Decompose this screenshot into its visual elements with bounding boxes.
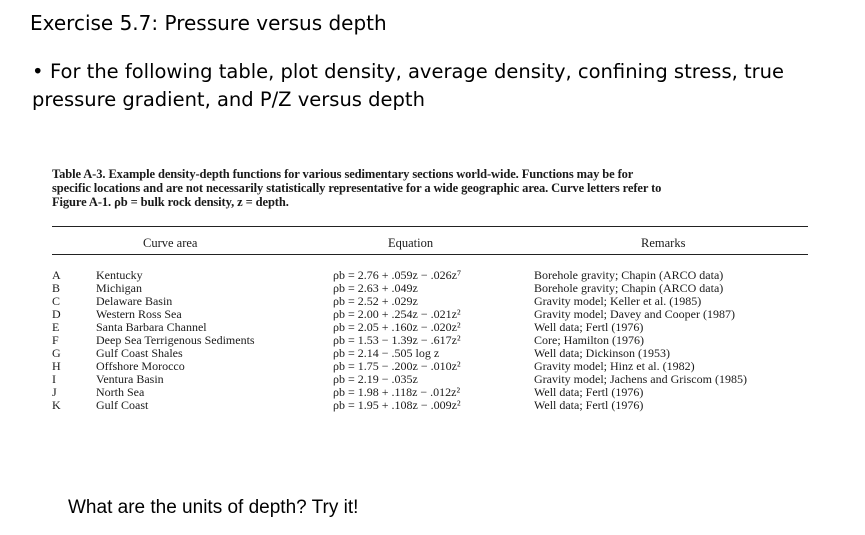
row-equation: ρb = 1.75 − .200z − .010z² bbox=[333, 359, 461, 373]
row-equation: ρb = 1.95 + .108z − .009z² bbox=[333, 398, 461, 412]
header-curve-area: Curve area bbox=[143, 236, 198, 250]
row-area: Western Ross Sea bbox=[96, 307, 182, 321]
row-equation: ρb = 2.19 − .035z bbox=[333, 372, 418, 386]
row-remarks: Gravity model; Keller et al. (1985) bbox=[534, 294, 702, 308]
row-remarks: Gravity model; Jachens and Griscom (1985) bbox=[534, 372, 747, 386]
density-table-image bbox=[48, 164, 810, 454]
row-area: Ventura Basin bbox=[96, 372, 164, 386]
slide-title: Exercise 5.7: Pressure versus depth bbox=[30, 11, 387, 35]
row-remarks: Gravity model; Davey and Cooper (1987) bbox=[534, 307, 735, 321]
row-equation: ρb = 2.63 + .049z bbox=[333, 281, 418, 295]
row-letter: C bbox=[52, 294, 61, 308]
row-area: Michigan bbox=[96, 281, 142, 295]
caption-line-3: Figure A-1. ρb = bulk rock density, z = depth. bbox=[52, 195, 289, 209]
header-equation: Equation bbox=[388, 236, 434, 250]
row-letter: H bbox=[52, 359, 61, 373]
row-equation: ρb = 2.05 + .160z − .020z² bbox=[333, 320, 461, 334]
bullet-line-2: pressure gradient, and P/Z versus depth bbox=[32, 88, 425, 111]
row-remarks: Well data; Fertl (1976) bbox=[534, 385, 644, 399]
row-area: Delaware Basin bbox=[96, 294, 173, 308]
row-area: Gulf Coast bbox=[96, 398, 149, 412]
row-remarks: Well data; Fertl (1976) bbox=[534, 320, 644, 334]
row-remarks: Borehole gravity; Chapin (ARCO data) bbox=[534, 268, 724, 282]
row-equation: ρb = 1.98 + .118z − .012z² bbox=[333, 385, 461, 399]
row-area: Santa Barbara Channel bbox=[96, 320, 207, 334]
bullet-text-1: For the following table, plot density, average density, confining stress, true bbox=[50, 60, 785, 83]
row-letter: J bbox=[52, 385, 57, 399]
row-equation: ρb = 2.14 − .505 log z bbox=[333, 346, 440, 360]
bullet-line-1 bbox=[32, 58, 832, 86]
row-area: Offshore Morocco bbox=[96, 359, 185, 373]
row-area: North Sea bbox=[96, 385, 145, 399]
bullet-dot: • bbox=[32, 60, 44, 83]
table-row bbox=[48, 399, 810, 412]
table-caption bbox=[52, 167, 808, 209]
row-remarks: Borehole gravity; Chapin (ARCO data) bbox=[534, 281, 724, 295]
table-header-rule bbox=[52, 254, 808, 255]
row-letter: A bbox=[52, 268, 61, 282]
bullet-point bbox=[32, 58, 832, 114]
question-text: What are the units of depth? Try it! bbox=[68, 497, 359, 518]
row-letter: F bbox=[52, 333, 59, 347]
header-remarks: Remarks bbox=[641, 236, 686, 250]
row-equation: ρb = 2.52 + .029z bbox=[333, 294, 418, 308]
table-top-rule bbox=[52, 226, 808, 227]
row-area: Kentucky bbox=[96, 268, 143, 282]
row-remarks: Well data; Fertl (1976) bbox=[534, 398, 644, 412]
row-remarks: Well data; Dickinson (1953) bbox=[534, 346, 671, 360]
caption-line-1: Table A-3. Example density-depth functions for various sedimentary sections world-wide. Functions may be for bbox=[52, 167, 634, 181]
row-letter: K bbox=[52, 398, 61, 412]
row-area: Gulf Coast Shales bbox=[96, 346, 183, 360]
row-equation: ρb = 2.76 + .059z − .026z⁷ bbox=[333, 268, 462, 282]
row-letter: G bbox=[52, 346, 61, 360]
row-letter: E bbox=[52, 320, 60, 334]
row-letter: B bbox=[52, 281, 61, 295]
row-letter: I bbox=[52, 372, 56, 386]
row-equation: ρb = 1.53 − 1.39z − .617z² bbox=[333, 333, 461, 347]
row-remarks: Core; Hamilton (1976) bbox=[534, 333, 644, 347]
row-area: Deep Sea Terrigenous Sediments bbox=[96, 333, 255, 347]
row-equation: ρb = 2.00 + .254z − .021z² bbox=[333, 307, 461, 321]
row-letter: D bbox=[52, 307, 61, 321]
row-remarks: Gravity model; Hinz et al. (1982) bbox=[534, 359, 695, 373]
caption-line-2: specific locations and are not necessarily statistically representative for a wide geographic area. Curve letters refer to bbox=[52, 181, 662, 195]
